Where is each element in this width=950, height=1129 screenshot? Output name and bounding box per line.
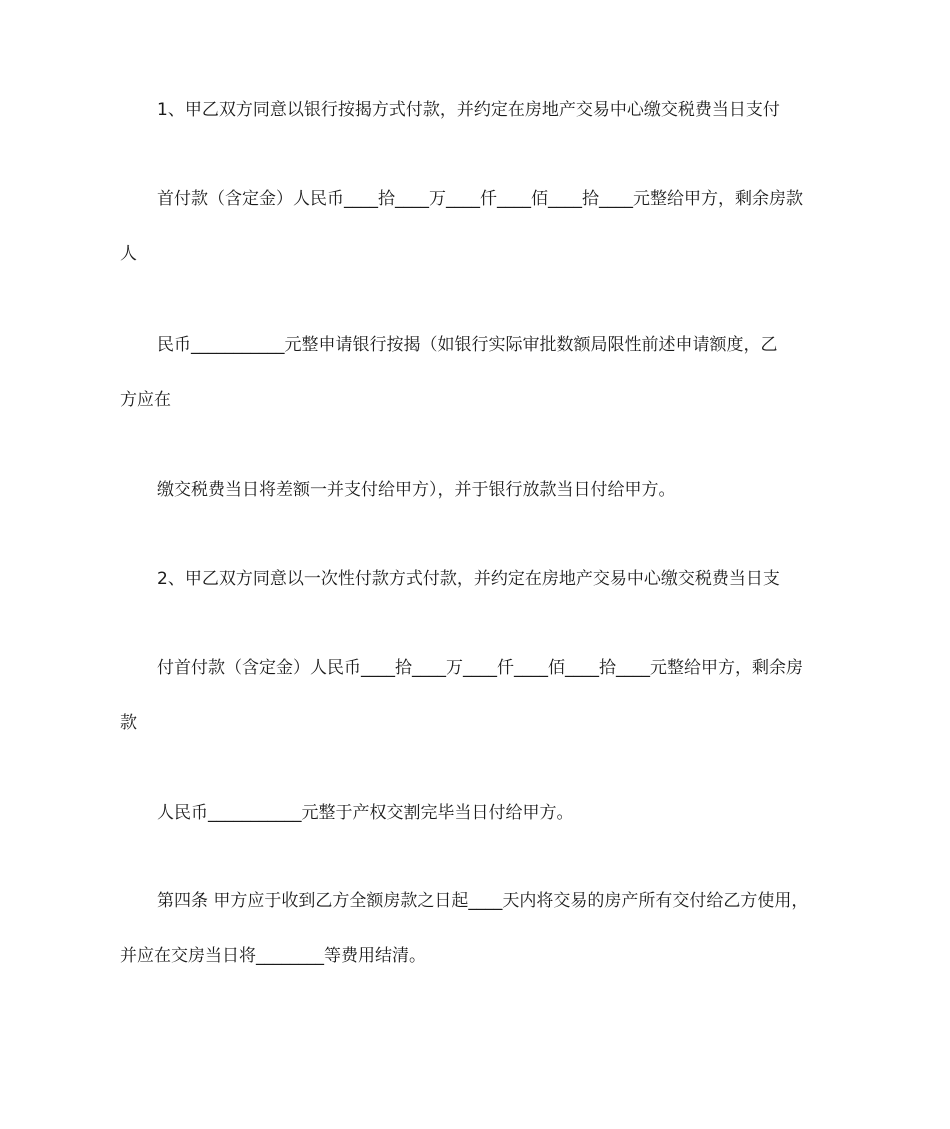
clause-1-line-4: 民币___________元整申请银行按揭（如银行实际审批数额局限性前述申请额度，乙	[157, 335, 778, 355]
clause-2-line-1: 2、甲乙双方同意以一次性付款方式付款，并约定在房地产交易中心缴交税费当日支	[157, 569, 780, 589]
clause-2-line-3: 款	[120, 713, 137, 733]
article-4-line-2: 并应在交房当日将________等费用结清。	[120, 946, 426, 966]
clause-1-line-6: 缴交税费当日将差额一并支付给甲方），并于银行放款当日付给甲方。	[157, 480, 676, 500]
clause-1-line-2: 首付款（含定金）人民币____拾____万____仟____佰____拾____元整给甲方，剩余房款	[157, 189, 803, 209]
clause-1-line-1: 1、甲乙双方同意以银行按揭方式付款，并约定在房地产交易中心缴交税费当日支付	[157, 100, 780, 120]
clause-2-line-4: 人民币___________元整于产权交割完毕当日付给甲方。	[157, 803, 574, 823]
article-4-line-1: 第四条 甲方应于收到乙方全额房款之日起____天内将交易的房产所有交付给乙方使用，	[157, 891, 809, 911]
clause-1-line-5: 方应在	[120, 390, 171, 410]
clause-2-line-2: 付首付款（含定金）人民币____拾____万____仟____佰____拾____元整给甲方，剩余房	[157, 658, 803, 678]
clause-1-line-3: 人	[120, 244, 137, 264]
